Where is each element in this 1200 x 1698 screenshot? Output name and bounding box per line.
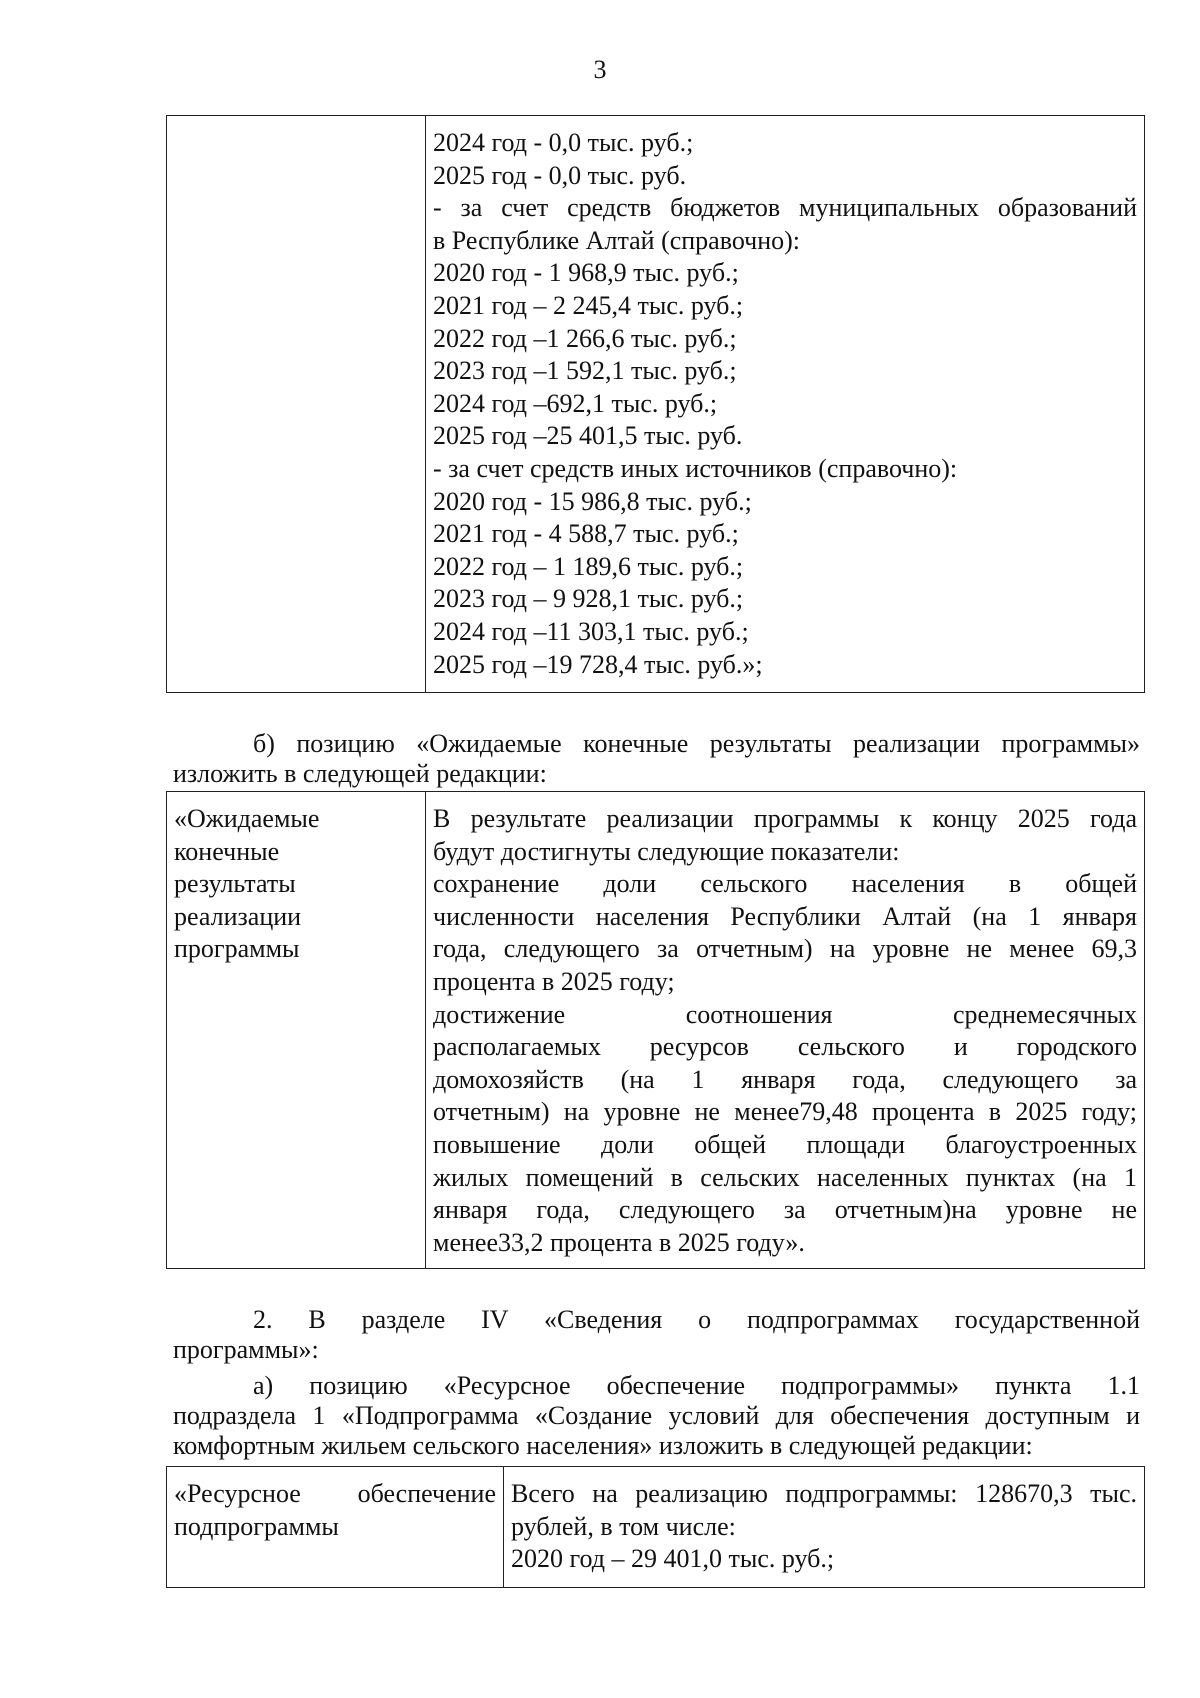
resource-line: рублей, в том числе: (511, 1511, 736, 1541)
funding-table-continuation (166, 115, 1145, 693)
label-line: «Ресурсное обеспечение (174, 1479, 496, 1508)
paragraph-line: комфортным жильем сельского населения» изложить в следующей редакции: (173, 1431, 1033, 1460)
results-line: повышение доли общей площади благоустроенных (433, 1129, 1137, 1159)
results-line: достижение соотношения среднемесячных (433, 999, 1137, 1029)
funding-line: 2021 год – 2 245,4 тыс. руб.; (433, 290, 744, 320)
results-line: будут достигнуты следующие показатели: (433, 836, 900, 866)
funding-line: - за счет средств бюджетов муниципальных образований (433, 193, 1137, 223)
results-line: В результате реализации программы к концу 2025 года (433, 804, 1137, 833)
expected-results-text-cell (426, 792, 1145, 1269)
paragraph-a (173, 1371, 1140, 1461)
paragraph-line: 2. В разделе IV «Сведения о подпрограммах государственной (253, 1305, 1140, 1334)
page-number: 3 (593, 55, 607, 84)
label-line: реализации (174, 901, 302, 931)
paragraph-line: изложить в следующей редакции: (173, 759, 547, 788)
results-line: располагаемых ресурсов сельского и городского (433, 1032, 1137, 1062)
results-line: жилых помещений в сельских населенных пунктах (на 1 (433, 1162, 1137, 1192)
resource-line: Всего на реализацию подпрограммы: 128670,3 тыс. (511, 1479, 1137, 1508)
funding-line: - за счет средств иных источников (справочно): (433, 453, 958, 483)
results-line: января года, следующего за отчетным)на уровне не (433, 1195, 1137, 1225)
funding-line: 2020 год - 1 968,9 тыс. руб.; (433, 258, 739, 288)
expected-results-label-cell (167, 792, 426, 1269)
results-line: домохозяйств (на 1 января года, следующего за (433, 1064, 1137, 1094)
funding-table-label-cell (167, 116, 426, 693)
paragraph-section-iv (173, 1305, 1140, 1365)
funding-line: 2024 год –11 303,1 тыс. руб.; (433, 616, 749, 646)
resource-provision-table (166, 1466, 1145, 1588)
funding-line: в Республике Алтай (справочно): (433, 225, 801, 255)
funding-line: 2025 год - 0,0 тыс. руб. (433, 160, 687, 190)
paragraph-line: программы»: (173, 1335, 319, 1364)
funding-line: 2023 год –1 592,1 тыс. руб.; (433, 356, 737, 386)
paragraph-b (173, 729, 1140, 789)
results-line: менее33,2 процента в 2025 году». (433, 1227, 805, 1257)
funding-line: 2022 год – 1 189,6 тыс. руб.; (433, 551, 744, 581)
resource-provision-label-cell (167, 1467, 504, 1588)
paragraph-line: подраздела 1 «Подпрограмма «Создание условий для обеспечения доступным и (173, 1401, 1140, 1430)
results-line: сохранение доли сельского населения в общей (433, 869, 1137, 899)
paragraph-line: б) позицию «Ожидаемые конечные результаты реализации программы» (253, 729, 1140, 758)
label-line: результаты (174, 869, 296, 899)
label-line: конечные (174, 836, 280, 866)
label-line: программы (174, 934, 300, 964)
resource-provision-text-cell (504, 1467, 1145, 1588)
results-line: численности населения Республики Алтай (на 1 января (433, 901, 1137, 931)
label-line: «Ожидаемые (174, 804, 320, 833)
funding-table-value-cell (426, 116, 1145, 693)
funding-line: 2025 год –19 728,4 тыс. руб.»; (433, 649, 763, 679)
funding-line: 2022 год –1 266,6 тыс. руб.; (433, 323, 737, 353)
results-line: процента в 2025 году; (433, 966, 675, 996)
label-line: подпрограммы (174, 1511, 339, 1541)
funding-line: 2024 год –692,1 тыс. руб.; (433, 388, 718, 418)
funding-line: 2021 год - 4 588,7 тыс. руб.; (433, 519, 739, 549)
resource-line: 2020 год – 29 401,0 тыс. руб.; (511, 1544, 835, 1574)
funding-line: 2020 год - 15 986,8 тыс. руб.; (433, 486, 752, 516)
results-line: отчетным) на уровне не менее79,48 процента в 2025 году; (433, 1097, 1137, 1127)
funding-line: 2023 год – 9 928,1 тыс. руб.; (433, 584, 744, 614)
expected-results-table (166, 791, 1145, 1269)
funding-line: 2024 год - 0,0 тыс. руб.; (433, 128, 694, 157)
funding-line: 2025 год –25 401,5 тыс. руб. (433, 421, 743, 451)
results-line: года, следующего за отчетным) на уровне не менее 69,3 (433, 934, 1137, 964)
paragraph-line: а) позицию «Ресурсное обеспечение подпрограммы» пункта 1.1 (253, 1371, 1140, 1400)
